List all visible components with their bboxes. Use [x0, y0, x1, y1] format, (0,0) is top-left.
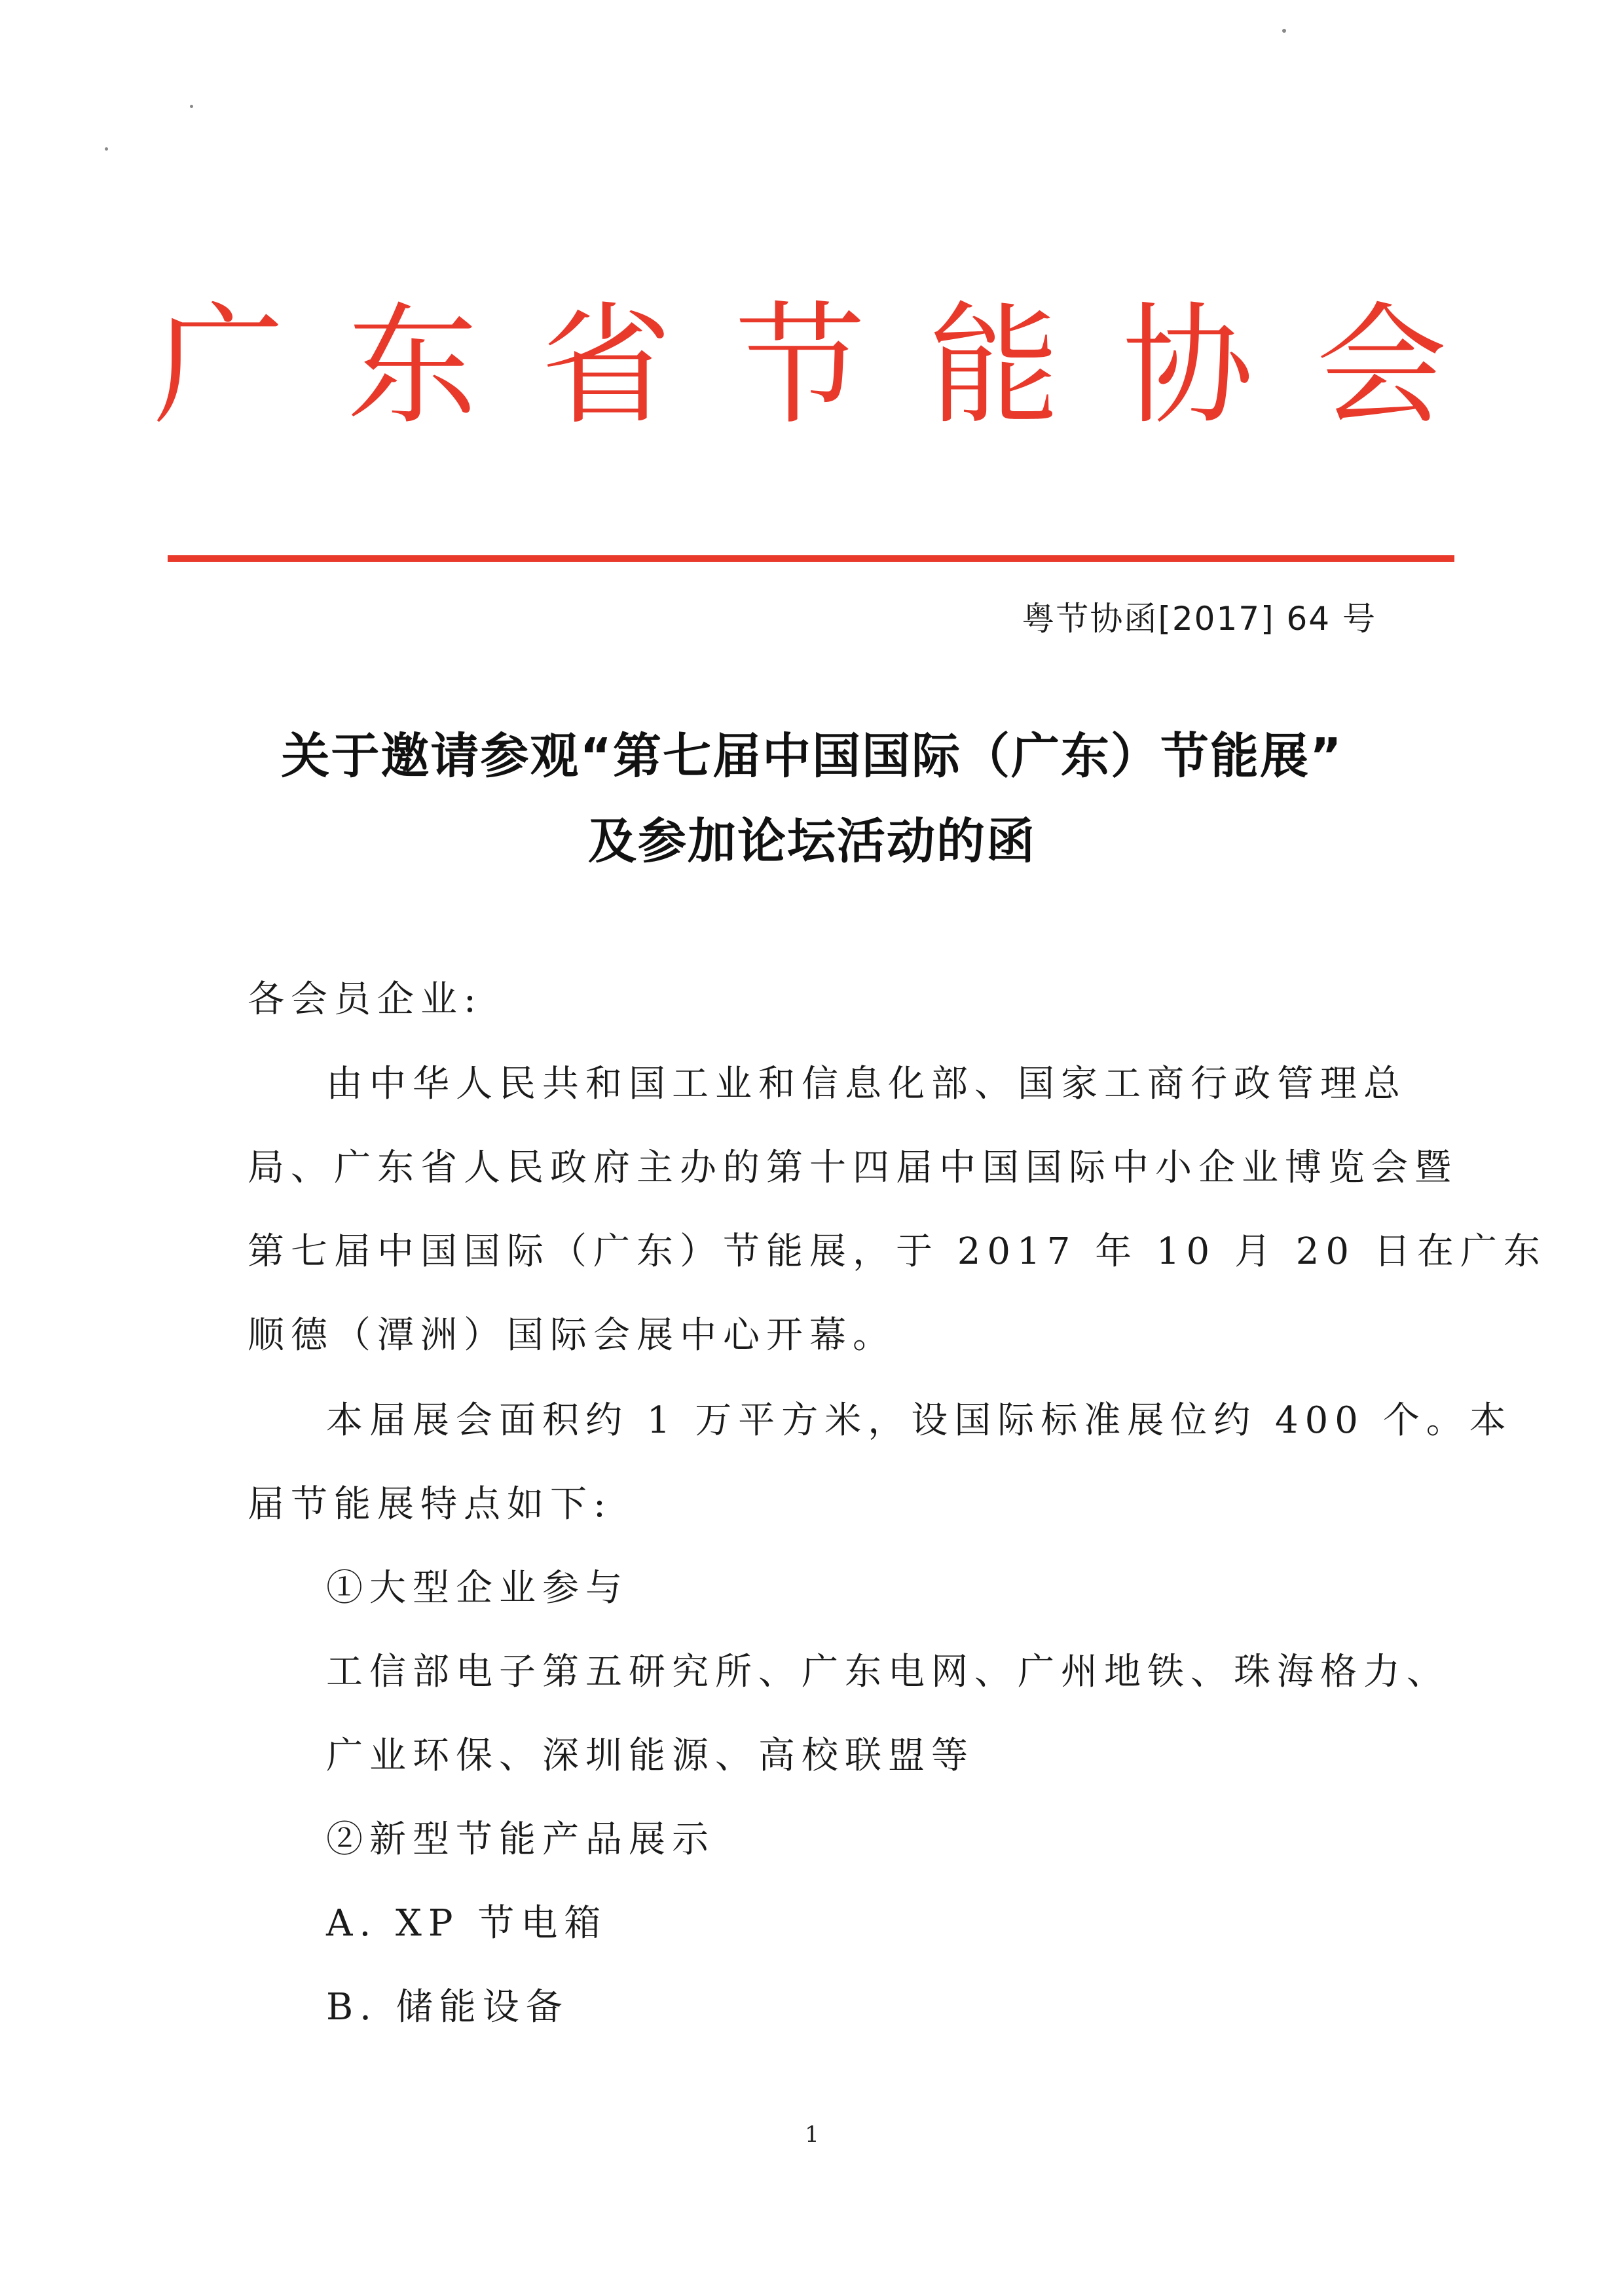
- header-divider: [168, 555, 1454, 562]
- paragraph-1-line-2: 局、广东省人民政府主办的第十四届中国国际中小企业博览会暨: [248, 1147, 1458, 1189]
- paragraph-1-line-1: 由中华人民共和国工业和信息化部、国家工商行政管理总: [326, 1063, 1407, 1105]
- document-title-line-1: 关于邀请参观“第七届中国国际（广东）节能展”: [281, 728, 1343, 784]
- salutation: 各会员企业:: [248, 978, 483, 1021]
- paragraph-1-line-4: 顺德（潭洲）国际会展中心开幕。: [248, 1314, 896, 1357]
- paragraph-2-line-2: 届节能展特点如下:: [248, 1483, 612, 1526]
- list-item-1-title: ①大型企业参与: [326, 1567, 629, 1609]
- document-title-line-2: 及参加论坛活动的函: [588, 813, 1036, 870]
- document-number: 粤节协函[2017] 64 号: [1022, 600, 1376, 638]
- scan-speck: [190, 105, 193, 108]
- scan-speck: [105, 147, 108, 151]
- list-item-2-sub-b: B. 储能设备: [326, 1986, 569, 2029]
- page-number: 1: [805, 2121, 819, 2148]
- scan-speck: [1282, 29, 1286, 33]
- organization-header: 广东省节能协会: [153, 290, 1510, 443]
- paragraph-1-line-3: 第七届中国国际（广东）节能展，于 2017 年 10 月 20 日在广东: [248, 1230, 1547, 1273]
- list-item-1-line-1: 工信部电子第五研究所、广东电网、广州地铁、珠海格力、: [326, 1651, 1450, 1693]
- paragraph-2-line-1: 本届展会面积约 1 万平方米，设国际标准展位约 400 个。本: [326, 1399, 1513, 1442]
- list-item-2-sub-a: A. XP 节电箱: [326, 1902, 608, 1945]
- list-item-1-line-2: 广业环保、深圳能源、高校联盟等: [326, 1735, 974, 1777]
- list-item-2-title: ②新型节能产品展示: [326, 1818, 715, 1861]
